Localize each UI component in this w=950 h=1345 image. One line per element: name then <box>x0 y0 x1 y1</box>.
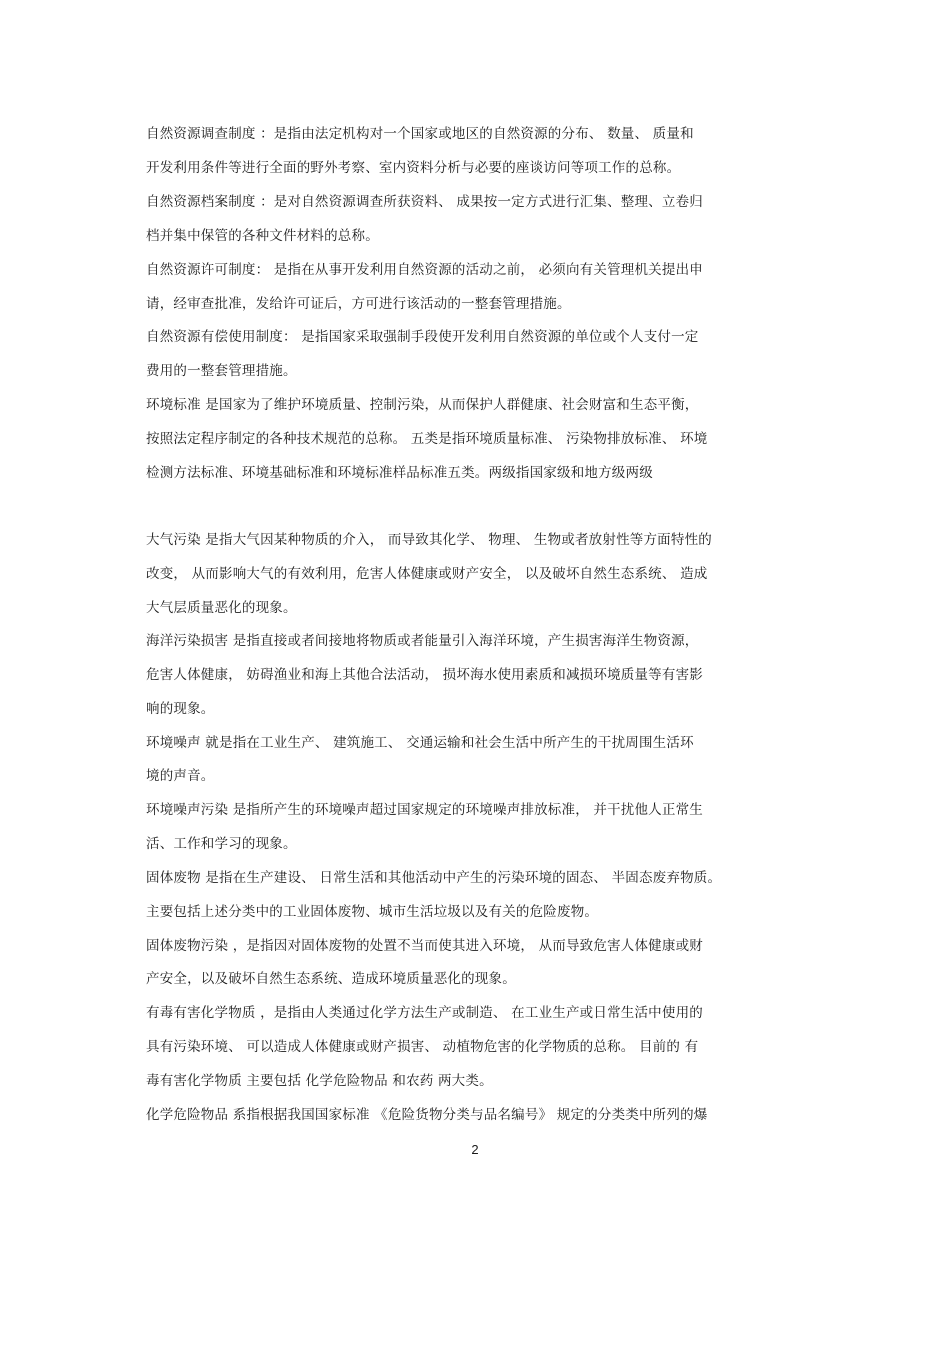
text-line-20: 环境噪声污染 是指所产生的环境噪声超过国家规定的环境噪声排放标准， 并干扰他人正常生 <box>146 802 703 818</box>
text-line-29: 化学危险物品 系指根据我国国家标准 《危险货物分类与品名编号》 规定的分类类中所列的爆 <box>146 1107 708 1123</box>
text-line-24: 固体废物污染 ，是指因对固体废物的处置不当而使其进入环境， 从而导致危害人体健康或财 <box>146 938 703 954</box>
text-line-3: 自然资源档案制度 ：是对自然资源调查所获资料、 成果按一定方式进行汇集、整理、立卷归 <box>146 194 703 210</box>
text-line-21: 活、工作和学习的现象。 <box>146 836 297 852</box>
text-line-25: 产安全，以及破坏自然生态系统、造成环境质量恶化的现象。 <box>146 971 516 987</box>
text-line-13: 改变， 从而影响大气的有效利用，危害人体健康或财产安全， 以及破坏自然生态系统、 造成 <box>146 566 708 582</box>
text-line-6: 请，经审查批准，发给许可证后，方可进行该活动的一整套管理措施。 <box>146 296 571 312</box>
text-line-27: 具有污染环境、 可以造成人体健康或财产损害、 动植物危害的化学物质的总称。 目前的 有 <box>146 1039 699 1055</box>
text-line-18: 环境噪声 就是指在工业生产、 建筑施工、 交通运输和社会生活中所产生的干扰周围生活环 <box>146 735 694 751</box>
text-line-19: 境的声音。 <box>146 768 215 784</box>
text-line-5: 自然资源许可制度： 是指在从事开发利用自然资源的活动之前， 必须向有关管理机关提出申 <box>146 262 703 278</box>
text-line-14: 大气层质量恶化的现象。 <box>146 600 297 616</box>
page-number: 2 <box>471 1142 479 1157</box>
text-line-1: 自然资源调查制度 ：是指由法定机构对一个国家或地区的自然资源的分布、 数量、 质量和 <box>146 126 694 142</box>
text-line-22: 固体废物 是指在生产建设、 日常生活和其他活动中产生的污染环境的固态、 半固态废弃物质。 <box>146 870 722 886</box>
text-line-10: 按照法定程序制定的各种技术规范的总称。 五类是指环境质量标准、 污染物排放标准、 环境 <box>146 431 708 447</box>
text-line-15: 海洋污染损害 是指直接或者间接地将物质或者能量引入海洋环境，产生损害海洋生物资源， <box>146 633 699 649</box>
text-line-7: 自然资源有偿使用制度： 是指国家采取强制手段使开发利用自然资源的单位或个人支付一定 <box>146 329 699 345</box>
text-line-4: 档并集中保管的各种文件材料的总称。 <box>146 228 379 244</box>
text-line-23: 主要包括上述分类中的工业固体废物、城市生活垃圾以及有关的危险废物。 <box>146 904 599 920</box>
text-line-26: 有毒有害化学物质 ，是指由人类通过化学方法生产或制造、 在工业生产或日常生活中使用的 <box>146 1005 703 1021</box>
text-line-16: 危害人体健康， 妨碍渔业和海上其他合法活动， 损坏海水使用素质和减损环境质量等有害影 <box>146 667 703 683</box>
text-line-8: 费用的一整套管理措施。 <box>146 363 297 379</box>
text-line-28: 毒有害化学物质 主要包括 化学危险物品 和农药 两大类。 <box>146 1073 493 1089</box>
text-line-17: 响的现象。 <box>146 701 215 717</box>
text-line-11: 检测方法标准、环境基础标准和环境标准样品标准五类。两级指国家级和地方级两级 <box>146 465 653 481</box>
text-line-12: 大气污染 是指大气因某种物质的介入， 而导致其化学、 物理、 生物或者放射性等方面特性的 <box>146 532 712 548</box>
text-line-9: 环境标准 是国家为了维护环境质量、控制污染，从而保护人群健康、社会财富和生态平衡， <box>146 397 699 413</box>
text-line-2: 开发利用条件等进行全面的野外考察、室内资料分析与必要的座谈访问等项工作的总称。 <box>146 160 681 176</box>
